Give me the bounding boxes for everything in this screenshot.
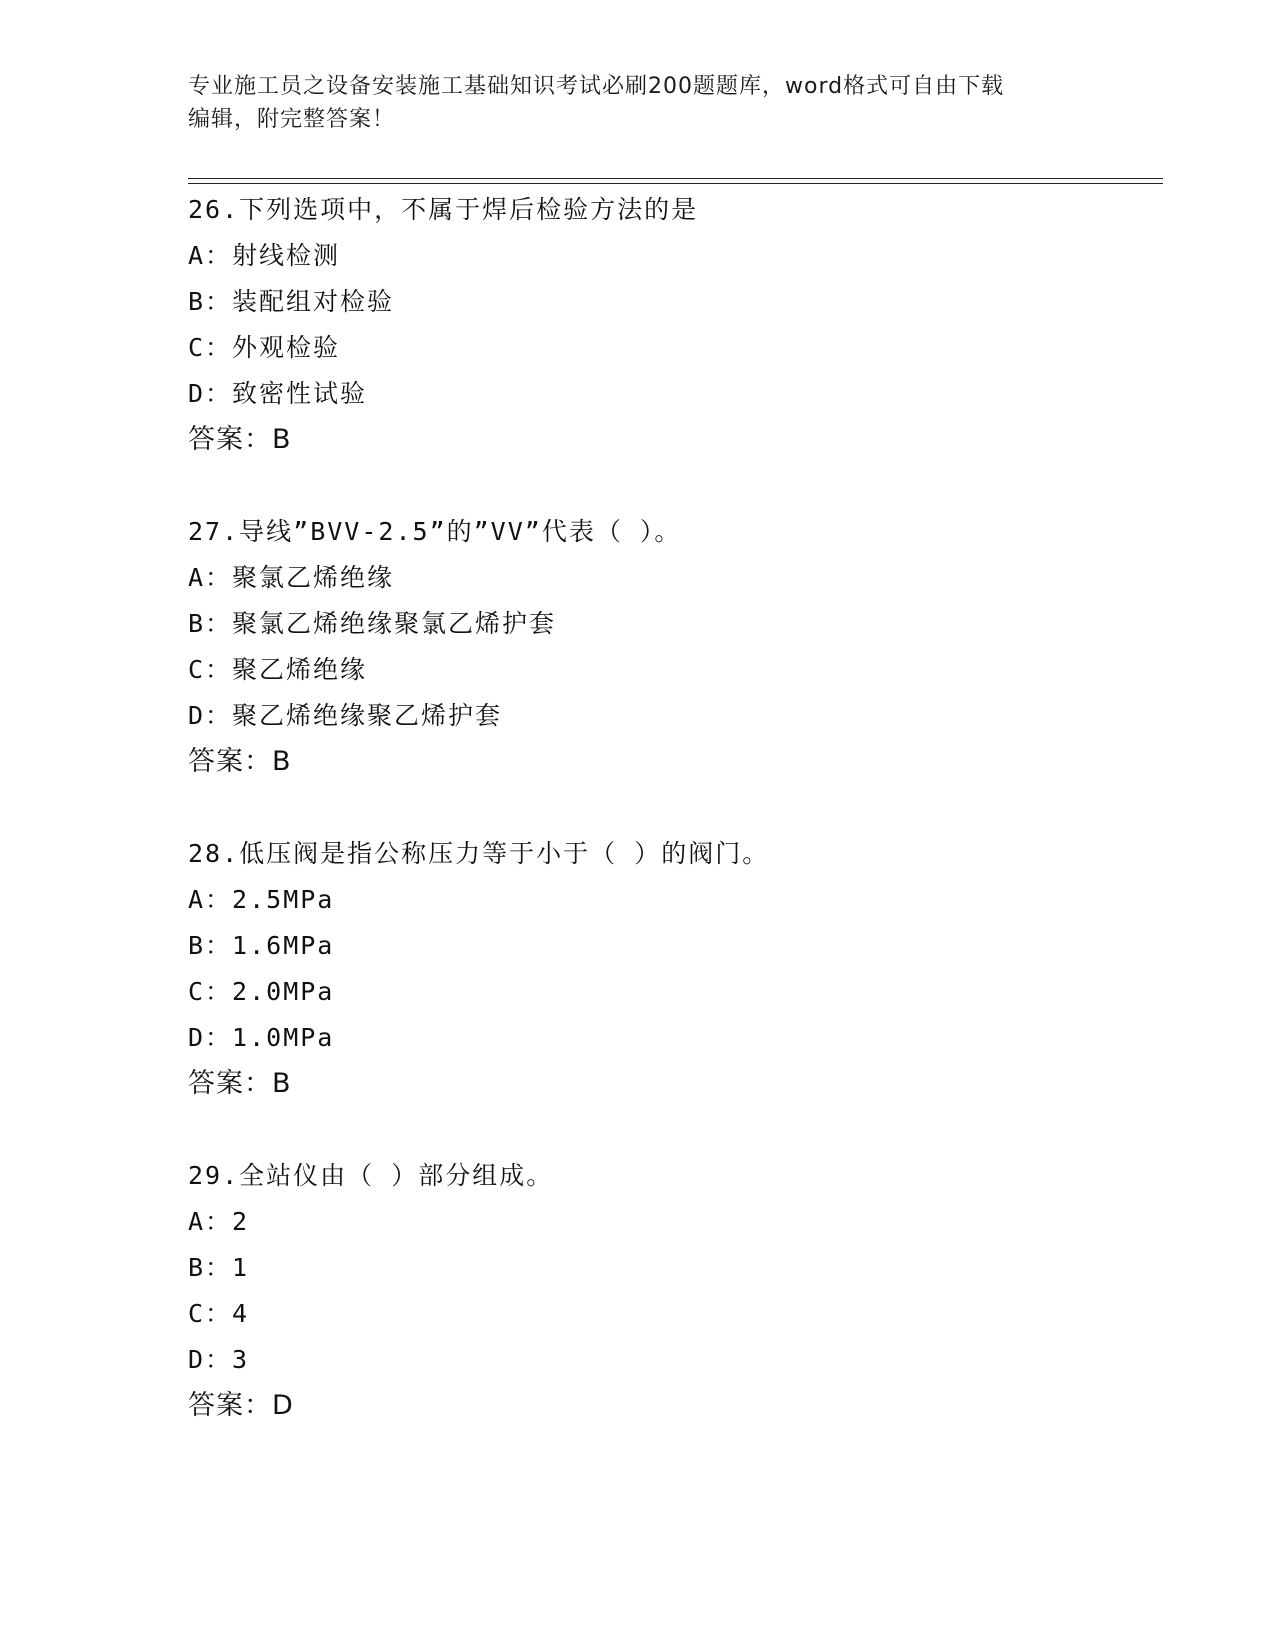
question-title: 28.低压阀是指公称压力等于小于（ ）的阀门。 bbox=[188, 839, 770, 868]
answer-line: 答案：D bbox=[188, 1390, 294, 1421]
question-title: 29.全站仪由（ ）部分组成。 bbox=[188, 1161, 554, 1190]
option-b: B：聚氯乙烯绝缘聚氯乙烯护套 bbox=[188, 609, 557, 638]
header-divider-bottom bbox=[188, 183, 1163, 184]
answer-line: 答案：B bbox=[188, 424, 292, 455]
option-c: C：4 bbox=[188, 1299, 250, 1328]
header-line-2: 编辑，附完整答案！ bbox=[188, 107, 396, 132]
option-b: B：装配组对检验 bbox=[188, 287, 395, 316]
option-d: D：3 bbox=[188, 1345, 250, 1374]
option-d: D：致密性试验 bbox=[188, 379, 368, 408]
header-divider-top bbox=[188, 178, 1163, 179]
option-c: C：外观检验 bbox=[188, 333, 341, 362]
question-title: 27.导线”BVV-2.5”的”VV”代表（ ）。 bbox=[188, 517, 682, 546]
option-a: A：聚氯乙烯绝缘 bbox=[188, 563, 395, 592]
option-c: C：2.0MPa bbox=[188, 977, 335, 1006]
option-d: D：1.0MPa bbox=[188, 1023, 335, 1052]
answer-line: 答案：B bbox=[188, 1068, 292, 1099]
answer-line: 答案：B bbox=[188, 746, 292, 777]
document-header bbox=[188, 70, 1088, 136]
option-c: C：聚乙烯绝缘 bbox=[188, 655, 368, 684]
option-b: B：1 bbox=[188, 1253, 250, 1282]
option-a: A：2.5MPa bbox=[188, 885, 335, 914]
question-title: 26.下列选项中，不属于焊后检验方法的是 bbox=[188, 195, 699, 224]
option-a: A：2 bbox=[188, 1207, 250, 1236]
option-a: A：射线检测 bbox=[188, 241, 341, 270]
header-line-1: 专业施工员之设备安装施工基础知识考试必刷200题题库，word格式可自由下载 bbox=[188, 74, 1005, 99]
option-b: B：1.6MPa bbox=[188, 931, 335, 960]
option-d: D：聚乙烯绝缘聚乙烯护套 bbox=[188, 701, 503, 730]
